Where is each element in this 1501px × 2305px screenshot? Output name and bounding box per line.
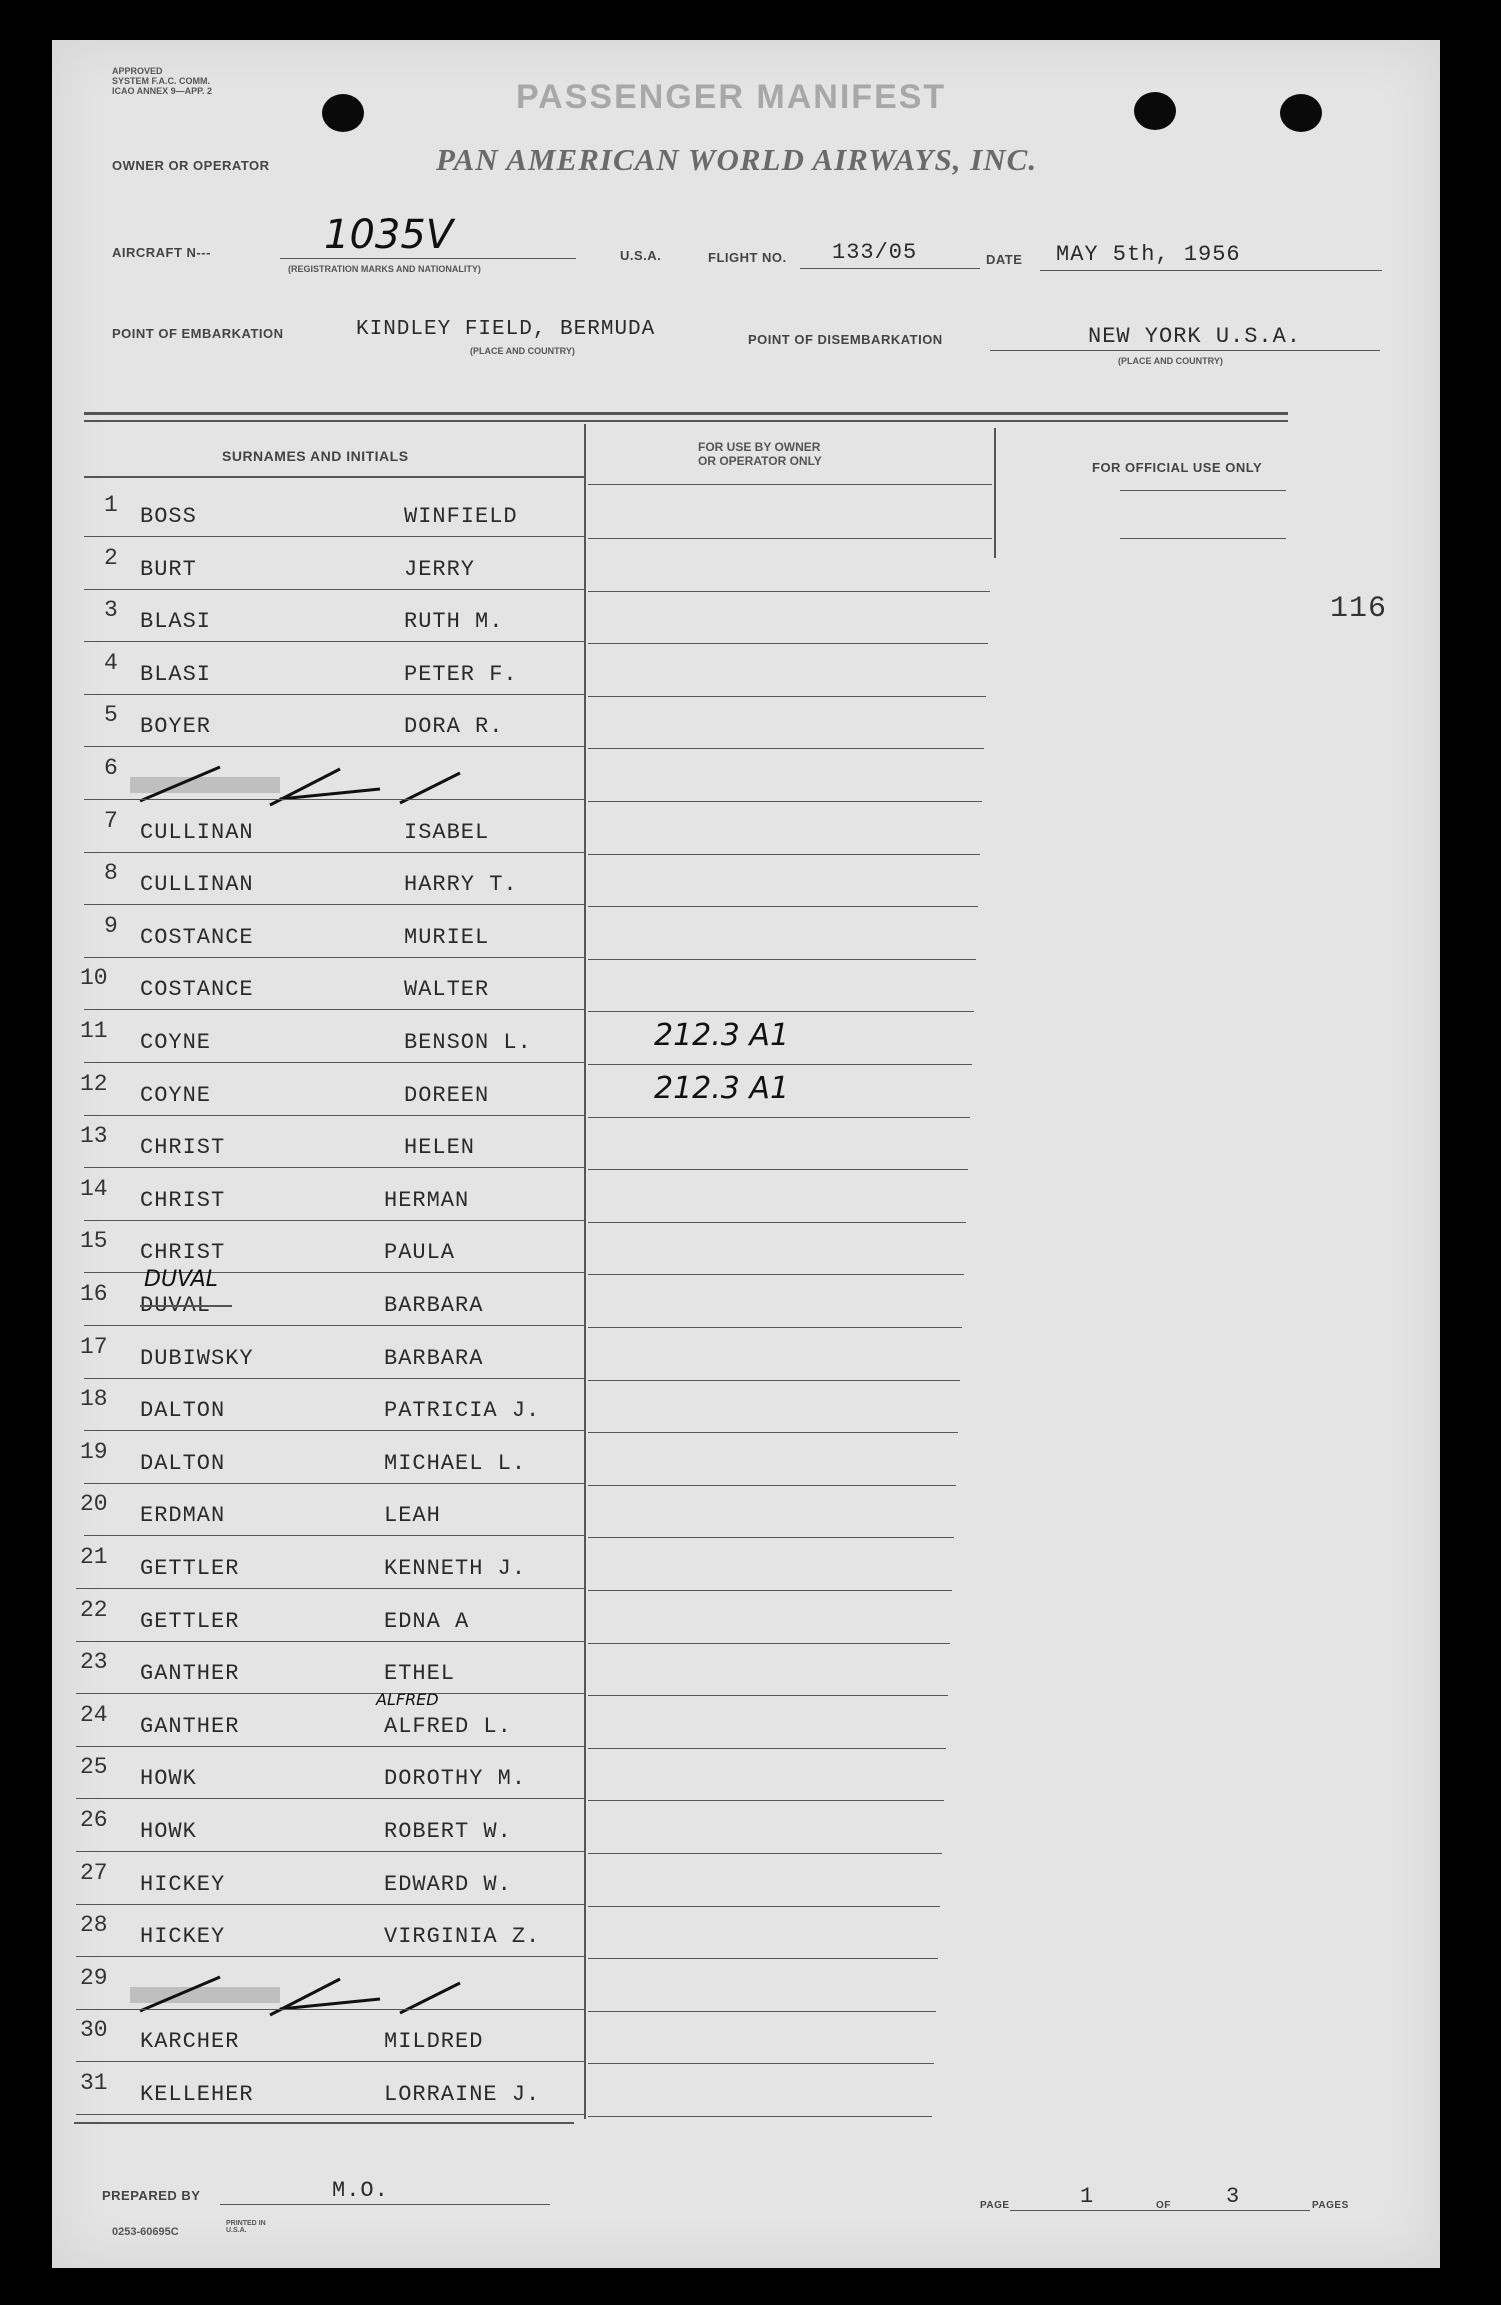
passenger-given-name: JERRY (404, 557, 476, 582)
row-rule (588, 1064, 972, 1065)
passenger-given-name: LEAH (384, 1503, 441, 1528)
row-rule (76, 2061, 584, 2062)
registration-note: (REGISTRATION MARKS AND NATIONALITY) (288, 264, 481, 274)
row-number: 24 (80, 1702, 108, 1728)
row-rule (84, 641, 584, 642)
footer-rule (74, 2122, 574, 2124)
passenger-surname: COYNE (140, 1030, 212, 1055)
row-rule (588, 1643, 950, 1644)
row-rule (588, 1590, 952, 1591)
passenger-surname: COSTANCE (140, 925, 254, 950)
usa-label: U.S.A. (620, 248, 662, 263)
row-rule (84, 536, 584, 537)
smudge (130, 1987, 280, 2003)
passenger-given-name: WALTER (404, 977, 490, 1002)
row-rule (84, 589, 584, 590)
passenger-row (0, 1912, 1501, 1964)
row-rule (588, 2011, 936, 2012)
row-number: 26 (80, 1807, 108, 1833)
row-number: 1 (104, 492, 118, 518)
row-rule (84, 799, 584, 800)
punch-hole (322, 94, 364, 132)
row-number: 13 (80, 1123, 108, 1149)
passenger-row (0, 1965, 1501, 2017)
passenger-surname: CHRIST (140, 1240, 226, 1265)
passenger-row (0, 1597, 1501, 1649)
row-rule (84, 1483, 584, 1484)
row-number: 22 (80, 1597, 108, 1623)
row-rule (84, 1062, 584, 1063)
row-number: 17 (80, 1334, 108, 1360)
row-rule (588, 906, 978, 907)
passenger-surname: DUVAL (140, 1293, 212, 1318)
row-rule (588, 1274, 964, 1275)
disembarkation-underline (990, 350, 1380, 351)
flight-label: FLIGHT NO. (708, 250, 787, 265)
row-number: 27 (80, 1860, 108, 1886)
row-rule (588, 1011, 974, 1012)
date-underline (1040, 270, 1382, 271)
passenger-row (0, 1690, 1501, 1754)
passenger-given-name: HARRY T. (404, 872, 518, 897)
printed-note: PRINTED IN U.S.A. (226, 2220, 266, 2234)
row-number: 28 (80, 1912, 108, 1938)
row-number: 7 (104, 808, 118, 834)
row-rule (76, 1851, 584, 1852)
row-rule (588, 801, 982, 802)
row-rule (588, 1169, 968, 1170)
passenger-given-name: PAULA (384, 1240, 456, 1265)
row-rule (84, 1220, 584, 1221)
passenger-given-name: ALFRED L. (384, 1714, 512, 1739)
header-bottom-rule (84, 476, 584, 478)
passenger-row (0, 1860, 1501, 1912)
row-rule (84, 1430, 584, 1431)
passenger-given-name: ROBERT W. (384, 1819, 512, 1844)
passenger-row (0, 1649, 1501, 1701)
row-rule (84, 1167, 584, 1168)
row-rule (588, 1537, 954, 1538)
passenger-surname: HOWK (140, 1766, 197, 1791)
row-number: 25 (80, 1754, 108, 1780)
place-note: (PLACE AND COUNTRY) (1118, 356, 1223, 366)
passenger-given-name: ETHEL (384, 1661, 456, 1686)
operator-note: 212.3 A1 (654, 1018, 790, 1053)
passenger-row (0, 1334, 1501, 1386)
operator-note: 212.3 A1 (654, 1071, 790, 1106)
passenger-row (0, 702, 1501, 754)
row-rule (588, 2116, 932, 2117)
flight-underline (800, 268, 980, 269)
passenger-row (0, 650, 1501, 702)
passenger-row (0, 1807, 1501, 1859)
passenger-given-name: RUTH M. (404, 609, 504, 634)
side-number: 116 (1330, 592, 1388, 626)
official-use-rule (1120, 490, 1286, 491)
row-rule (84, 1378, 584, 1379)
passenger-surname: ERDMAN (140, 1503, 226, 1528)
row-rule (84, 957, 584, 958)
passenger-row (0, 755, 1501, 807)
passenger-row (0, 1228, 1501, 1280)
operator-name: PAN AMERICAN WORLD AIRWAYS, INC. (436, 142, 1038, 177)
form-number: 0253-60695C (112, 2226, 179, 2238)
row-number: 30 (80, 2017, 108, 2043)
row-rule (588, 2063, 934, 2064)
passenger-given-name: DOROTHY M. (384, 1766, 527, 1791)
date-label: DATE (986, 252, 1023, 267)
row-number: 18 (80, 1386, 108, 1412)
passenger-given-name: LORRAINE J. (384, 2082, 541, 2107)
approval-block (112, 66, 212, 96)
passenger-surname: HICKEY (140, 1872, 226, 1897)
row-number: 15 (80, 1228, 108, 1254)
embarkation-value: KINDLEY FIELD, BERMUDA (356, 318, 656, 341)
row-rule (588, 748, 984, 749)
row-rule (76, 1904, 584, 1905)
passenger-surname: GANTHER (140, 1661, 240, 1686)
row-rule (76, 1588, 584, 1589)
row-rule (588, 643, 988, 644)
passenger-row (0, 1071, 1501, 1123)
row-rule (84, 1535, 584, 1536)
row-number: 23 (80, 1649, 108, 1675)
row-number: 16 (80, 1281, 108, 1307)
strike-line (140, 1305, 232, 1307)
passenger-given-name: MICHAEL L. (384, 1451, 527, 1476)
official-use-header: FOR OFFICIAL USE ONLY (1092, 460, 1263, 475)
passenger-surname: CHRIST (140, 1188, 226, 1213)
row-rule (588, 1327, 962, 1328)
passenger-row (0, 1267, 1501, 1333)
page-value: 1 (1080, 2184, 1095, 2209)
passenger-row (0, 1439, 1501, 1491)
row-rule (588, 1958, 938, 1959)
row-rule (588, 1485, 956, 1486)
passenger-given-name: ISABEL (404, 820, 490, 845)
passenger-surname: COSTANCE (140, 977, 254, 1002)
row-rule (588, 1222, 966, 1223)
smudge (130, 777, 280, 793)
row-number: 20 (80, 1491, 108, 1517)
passenger-row (0, 1754, 1501, 1806)
passenger-given-name: PETER F. (404, 662, 518, 687)
row-number: 5 (104, 702, 118, 728)
pages-label: PAGES (1312, 2200, 1349, 2211)
row-rule (588, 959, 976, 960)
row-rule (76, 1641, 584, 1642)
passenger-given-name: HELEN (404, 1135, 476, 1160)
row-rule (588, 854, 980, 855)
handwritten-correction: DUVAL (144, 1267, 218, 1292)
passenger-row (0, 1491, 1501, 1543)
row-rule (588, 538, 992, 539)
passenger-given-name: BARBARA (384, 1346, 484, 1371)
row-rule (588, 1432, 958, 1433)
passenger-given-name: WINFIELD (404, 504, 518, 529)
passenger-row (0, 492, 1501, 544)
handwritten-correction: ALFRED (376, 1690, 439, 1709)
table-top-rule (84, 412, 1288, 415)
passenger-surname: HOWK (140, 1819, 197, 1844)
page-label: PAGE (980, 2200, 1010, 2211)
owner-use-header: FOR USE BY OWNER (698, 440, 821, 454)
row-rule (588, 1380, 960, 1381)
embarkation-label: POINT OF EMBARKATION (112, 326, 284, 341)
passenger-row (0, 545, 1501, 597)
surnames-header: SURNAMES AND INITIALS (222, 448, 409, 464)
strike-marks (120, 1969, 620, 2019)
row-number: 14 (80, 1176, 108, 1202)
passenger-row (0, 597, 1501, 649)
passenger-row (0, 1018, 1501, 1070)
punch-hole (1134, 92, 1176, 130)
passenger-row (0, 1176, 1501, 1228)
passenger-given-name: DORA R. (404, 714, 504, 739)
row-number: 8 (104, 860, 118, 886)
row-rule (84, 1009, 584, 1010)
row-number: 11 (80, 1018, 108, 1044)
row-number: 12 (80, 1071, 108, 1097)
aircraft-label: AIRCRAFT N--- (112, 245, 211, 260)
passenger-surname: BOSS (140, 504, 197, 529)
row-rule (588, 1906, 940, 1907)
passenger-row (0, 2017, 1501, 2069)
passenger-given-name: PATRICIA J. (384, 1398, 541, 1423)
row-number: 9 (104, 913, 118, 939)
prepared-underline (220, 2204, 550, 2205)
passenger-surname: GANTHER (140, 1714, 240, 1739)
prepared-label: PREPARED BY (102, 2188, 201, 2203)
passenger-given-name: VIRGINIA Z. (384, 1924, 541, 1949)
passenger-given-name: HERMAN (384, 1188, 470, 1213)
passenger-surname: CHRIST (140, 1135, 226, 1160)
passenger-surname: GETTLER (140, 1556, 240, 1581)
approval-line: SYSTEM F.A.C. COMM. (112, 76, 211, 86)
prepared-value: M.O. (332, 2178, 389, 2203)
passenger-surname: DALTON (140, 1398, 226, 1423)
passenger-surname: HICKEY (140, 1924, 226, 1949)
row-rule (76, 2114, 584, 2115)
passenger-given-name: BENSON L. (404, 1030, 532, 1055)
row-rule (84, 1115, 584, 1116)
punch-hole (1280, 94, 1322, 132)
owner-use-header: OR OPERATOR ONLY (698, 454, 822, 468)
passenger-surname: BURT (140, 557, 197, 582)
approval-line: ICAO ANNEX 9—APP. 2 (112, 86, 213, 96)
passenger-given-name: MILDRED (384, 2029, 484, 2054)
row-number: 31 (80, 2070, 108, 2096)
table-top-rule (84, 420, 1288, 422)
row-rule (84, 904, 584, 905)
passenger-row (0, 1123, 1501, 1175)
passenger-surname: DALTON (140, 1451, 226, 1476)
row-rule (76, 1693, 584, 1694)
row-number: 29 (80, 1965, 108, 1991)
place-note: (PLACE AND COUNTRY) (470, 346, 575, 356)
aircraft-value: 1035V (324, 212, 454, 258)
row-number: 6 (104, 755, 118, 781)
row-number: 3 (104, 597, 118, 623)
passenger-surname: BLASI (140, 609, 212, 634)
passenger-given-name: DOREEN (404, 1083, 490, 1108)
row-number: 10 (80, 965, 108, 991)
row-number: 4 (104, 650, 118, 676)
row-rule (588, 1800, 944, 1801)
passenger-given-name: BARBARA (384, 1293, 484, 1318)
row-rule (588, 1117, 970, 1118)
row-rule (84, 1325, 584, 1326)
row-rule (84, 694, 584, 695)
row-rule (588, 591, 990, 592)
passenger-surname: KELLEHER (140, 2082, 254, 2107)
row-rule (588, 1748, 946, 1749)
row-number: 2 (104, 545, 118, 571)
row-rule (588, 1695, 948, 1696)
passenger-given-name: MURIEL (404, 925, 490, 950)
passenger-surname: BLASI (140, 662, 212, 687)
passenger-given-name: KENNETH J. (384, 1556, 527, 1581)
row-rule (84, 852, 584, 853)
passenger-row (0, 1386, 1501, 1438)
row-rule (588, 1853, 942, 1854)
passenger-row (0, 808, 1501, 860)
passenger-surname: BOYER (140, 714, 212, 739)
row-number: 21 (80, 1544, 108, 1570)
flight-value: 133/05 (832, 240, 918, 265)
owner-label: OWNER OR OPERATOR (112, 158, 270, 173)
disembarkation-value: NEW YORK U.S.A. (1088, 324, 1302, 349)
passenger-row (0, 965, 1501, 1017)
row-rule (76, 1798, 584, 1799)
page-underline (1010, 2210, 1310, 2211)
row-rule (76, 1956, 584, 1957)
passenger-row (0, 2070, 1501, 2122)
row-rule (84, 746, 584, 747)
passenger-surname: CULLINAN (140, 820, 254, 845)
row-number: 19 (80, 1439, 108, 1465)
passenger-row (0, 860, 1501, 912)
row-rule (76, 2009, 584, 2010)
passenger-surname: CULLINAN (140, 872, 254, 897)
row-rule (76, 1746, 584, 1747)
disembarkation-label: POINT OF DISEMBARKATION (748, 332, 943, 347)
passenger-surname: COYNE (140, 1083, 212, 1108)
of-value: 3 (1226, 2184, 1241, 2209)
row-rule (588, 696, 986, 697)
passenger-surname: DUBIWSKY (140, 1346, 254, 1371)
passenger-row (0, 1544, 1501, 1596)
passenger-given-name: EDNA A (384, 1609, 470, 1634)
page-title: PASSENGER MANIFEST (516, 78, 947, 116)
passenger-row (0, 913, 1501, 965)
passenger-given-name: EDWARD W. (384, 1872, 512, 1897)
passenger-surname: GETTLER (140, 1609, 240, 1634)
of-label: OF (1156, 2200, 1171, 2211)
date-value: MAY 5th, 1956 (1056, 242, 1241, 267)
passenger-surname: KARCHER (140, 2029, 240, 2054)
owner-use-rule (588, 484, 992, 485)
strike-marks (120, 759, 620, 809)
approval-line: APPROVED (112, 66, 163, 76)
aircraft-underline (280, 258, 576, 259)
